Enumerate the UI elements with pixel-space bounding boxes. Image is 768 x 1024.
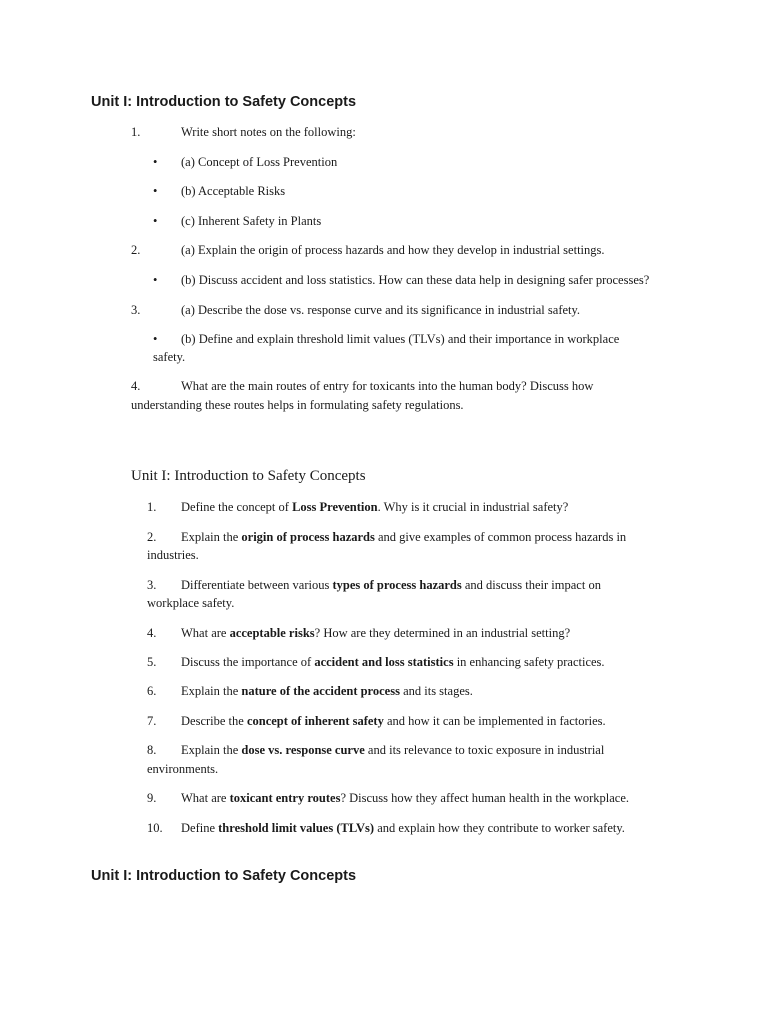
question-text: (a) Describe the dose vs. response curve and its significance in industrial safety.: [181, 303, 581, 317]
bullet-icon: •: [153, 214, 158, 228]
bullet-text: (a) Concept of Loss Prevention: [181, 155, 338, 169]
question-number: 6.: [147, 684, 157, 698]
question-number: 3.: [131, 303, 141, 317]
question-text: What are the main routes of entry for toxicants into the human body? Discuss how: [181, 379, 594, 393]
question-text-continued: industries.: [147, 548, 199, 562]
bullet-text-continued: safety.: [153, 350, 186, 364]
question-text: Explain the origin of process hazards and give examples of common process hazards in: [181, 530, 627, 544]
question-number: 8.: [147, 743, 157, 757]
bullet-icon: •: [153, 155, 158, 169]
question-text: Explain the dose vs. response curve and its relevance to toxic exposure in industrial: [181, 743, 605, 757]
bullet-icon: •: [153, 332, 158, 346]
question-number: 3.: [147, 578, 157, 592]
question-number: 2.: [147, 530, 157, 544]
question-text: Differentiate between various types of process hazards and discuss their impact on: [181, 578, 601, 592]
question-text: Describe the concept of inherent safety and how it can be implemented in factories.: [181, 714, 606, 728]
question-text: Write short notes on the following:: [181, 125, 356, 139]
question-number: 1.: [147, 500, 157, 514]
bullet-icon: •: [153, 273, 158, 287]
question-text: What are acceptable risks? How are they determined in an industrial setting?: [181, 626, 571, 640]
question-text-continued: workplace safety.: [147, 596, 235, 610]
unit-heading-bottom: Unit I: Introduction to Safety Concepts: [91, 868, 357, 884]
question-number: 9.: [147, 791, 157, 805]
bullet-text: (b) Define and explain threshold limit values (TLVs) and their importance in workplace: [181, 332, 620, 346]
unit-heading-top: Unit I: Introduction to Safety Concepts: [91, 94, 357, 110]
question-text: Explain the nature of the accident process and its stages.: [181, 684, 473, 698]
question-text: Define threshold limit values (TLVs) and explain how they contribute to worker safety.: [181, 821, 625, 835]
bullet-text: (b) Discuss accident and loss statistics. How can these data help in designing safer processes?: [181, 273, 650, 287]
question-text: What are toxicant entry routes? Discuss how they affect human health in the workplace.: [181, 791, 630, 805]
question-text-continued: understanding these routes helps in formulating safety regulations.: [131, 398, 464, 412]
bullet-icon: •: [153, 184, 158, 198]
question-number: 10.: [147, 821, 163, 835]
question-text: Define the concept of Loss Prevention. Why is it crucial in industrial safety?: [181, 500, 569, 514]
question-text: Discuss the importance of accident and loss statistics in enhancing safety practices.: [181, 655, 605, 669]
question-text: (a) Explain the origin of process hazards and how they develop in industrial settings.: [181, 243, 605, 257]
question-number: 7.: [147, 714, 157, 728]
question-number: 4.: [131, 379, 141, 393]
bullet-text: (b) Acceptable Risks: [181, 184, 286, 198]
question-number: 5.: [147, 655, 157, 669]
question-number: 2.: [131, 243, 141, 257]
question-number: 1.: [131, 125, 141, 139]
question-text-continued: environments.: [147, 762, 219, 776]
question-number: 4.: [147, 626, 157, 640]
bullet-text: (c) Inherent Safety in Plants: [181, 214, 322, 228]
unit-heading-mid: Unit I: Introduction to Safety Concepts: [131, 468, 366, 484]
